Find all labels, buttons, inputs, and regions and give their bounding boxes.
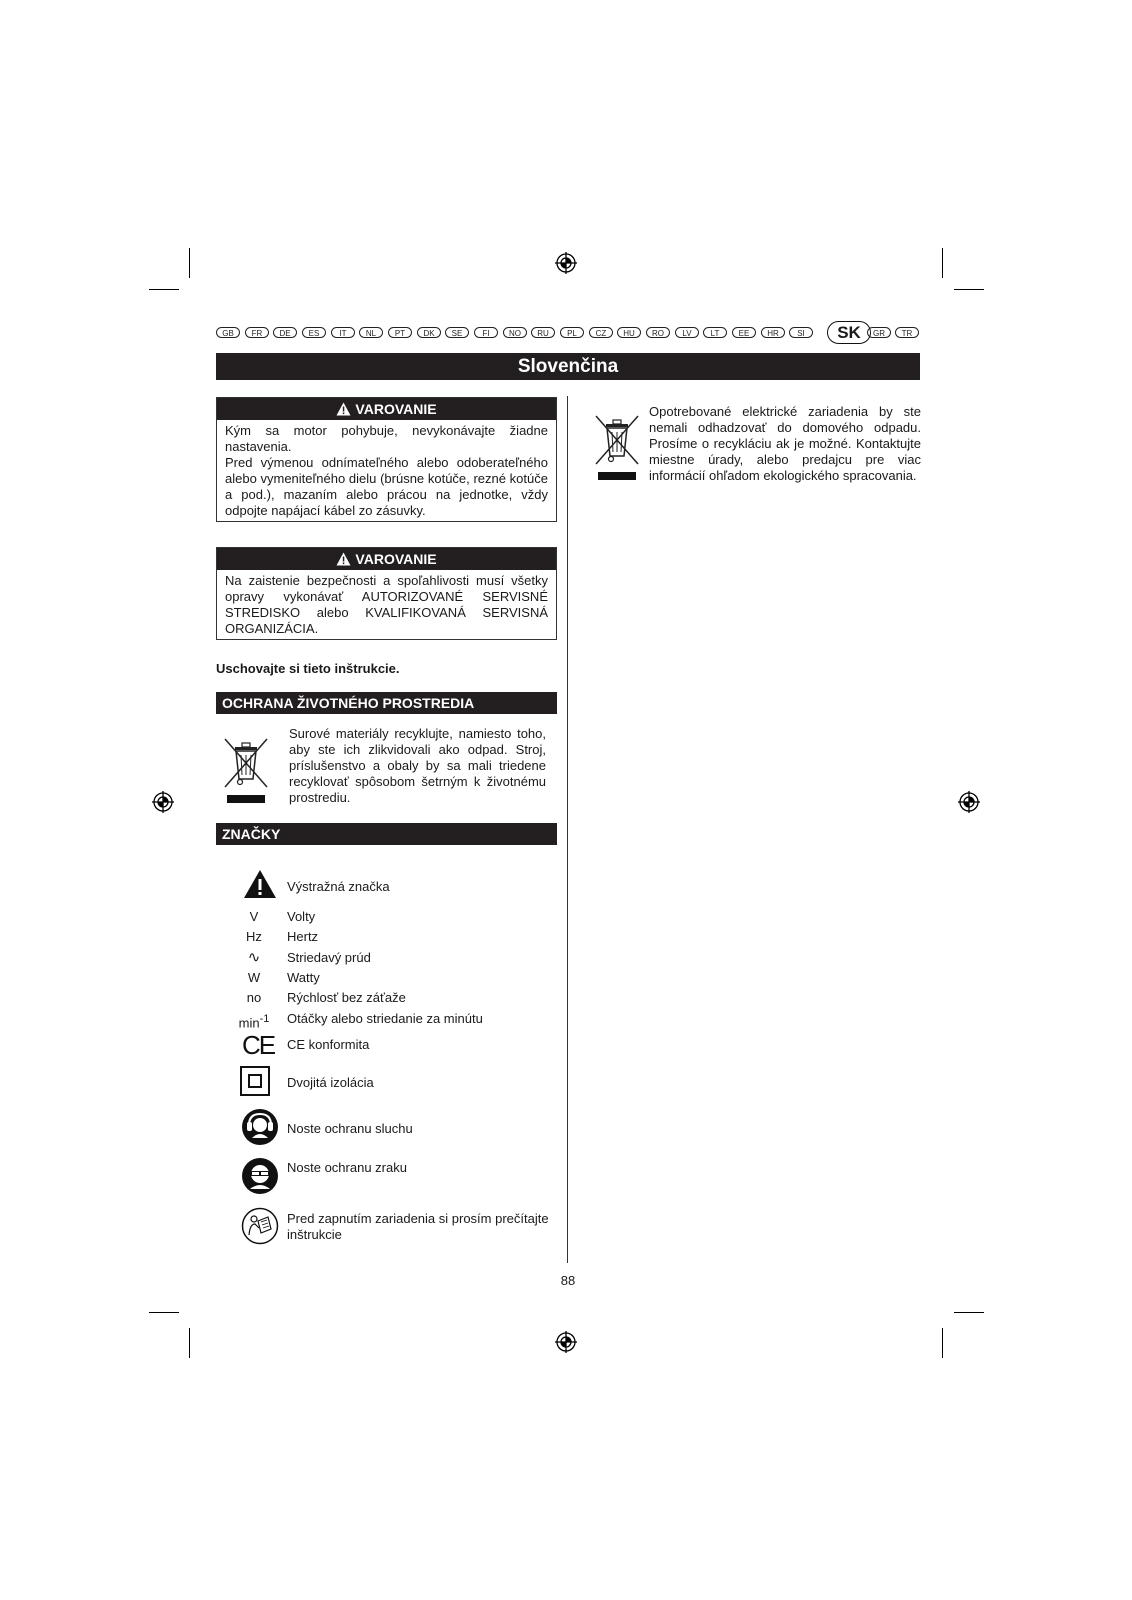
crop-mark: [954, 289, 984, 290]
symbol-label-hearing: Noste ochranu sluchu: [287, 1121, 413, 1136]
lang-tab-dk[interactable]: DK: [417, 327, 441, 338]
symbol-label-warning: Výstražná značka: [287, 879, 390, 894]
lang-tab-fi[interactable]: FI: [474, 327, 498, 338]
lang-tab-pt[interactable]: PT: [388, 327, 412, 338]
lang-tab-hu[interactable]: HU: [617, 327, 641, 338]
crossed-bin-icon: [222, 737, 270, 805]
registration-mark-icon: [555, 1331, 577, 1353]
symbol-label-no-load: Rýchlosť bez záťaže: [287, 990, 406, 1005]
warning-header: [217, 548, 556, 570]
lang-tab-cz[interactable]: CZ: [589, 327, 613, 338]
crop-mark: [149, 1312, 179, 1313]
symbol-label-read-manual: Pred zapnutím zariadenia si prosím prečítajte inštrukcie: [287, 1211, 549, 1242]
symbol-rpm-exponent: -1: [259, 1013, 270, 1025]
warning-box-adjustments: [216, 397, 557, 522]
crop-mark: [942, 248, 943, 278]
symbol-label-volt: Volty: [287, 909, 316, 924]
registration-mark-icon: [555, 252, 577, 274]
eye-protection-icon: [241, 1157, 279, 1195]
warning-triangle-icon: [336, 552, 351, 566]
registration-mark-icon: [152, 791, 174, 813]
warning-box-service: [216, 547, 557, 640]
lang-tab-hr[interactable]: HR: [761, 327, 785, 338]
crossed-bin-icon: [593, 414, 641, 482]
environment-heading: OCHRANA ŽIVOTNÉHO PROSTREDIA: [216, 692, 557, 714]
lang-tab-se[interactable]: SE: [445, 327, 469, 338]
lang-tab-es[interactable]: ES: [302, 327, 326, 338]
crop-mark: [149, 289, 179, 290]
page-title: Slovenčina: [216, 353, 920, 380]
warning-heading-text: VAROVANIE: [355, 401, 437, 417]
lang-tab-ru[interactable]: RU: [531, 327, 555, 338]
lang-tab-lv[interactable]: LV: [675, 327, 699, 338]
lang-tab-tr[interactable]: TR: [895, 327, 919, 338]
lang-tab-de[interactable]: DE: [273, 327, 297, 338]
lang-tab-no[interactable]: NO: [503, 327, 527, 338]
language-tabs: [216, 321, 920, 345]
warning-sign-icon: [243, 869, 277, 899]
registration-mark-icon: [958, 791, 980, 813]
lang-tab-lt[interactable]: LT: [703, 327, 727, 338]
symbol-label-ce: CE konformita: [287, 1037, 370, 1052]
symbol-label-ac: Striedavý prúd: [287, 950, 371, 965]
keep-instructions-note: Uschovajte si tieto inštrukcie.: [216, 661, 400, 676]
read-manual-icon: [241, 1207, 279, 1245]
symbol-label-double-insulation: Dvojitá izolácia: [287, 1075, 374, 1090]
weee-text: Opotrebované elektrické zariadenia by ste nemali odhadzovať do domového odpadu. Prosíme o recykláciu ak je možné. Kontaktujte miestne úrady, alebo predajcu pre viac informácií ohľadom ekologického spracovania.: [649, 404, 921, 483]
page-number: 88: [560, 1273, 576, 1288]
lang-tab-sk-active[interactable]: SK: [827, 321, 871, 344]
warning-header: [217, 398, 556, 420]
symbol-label-rpm: Otáčky alebo striedanie za minútu: [287, 1011, 483, 1026]
warning-text: Pred výmenou odnímateľného alebo odoberateľného alebo vymeniteľného dielu (brúsne kotúče, rezné kotúče a pod.), mazaním alebo prácou na jednotke, vždy odpojte napájací kábel zo zásuvky.: [225, 455, 548, 518]
symbol-label-eye: Noste ochranu zraku: [287, 1160, 407, 1175]
lang-tab-gb[interactable]: GB: [216, 327, 240, 338]
warning-triangle-icon: [336, 402, 351, 416]
ce-mark-icon: CE: [242, 1030, 275, 1060]
lang-tab-fr[interactable]: FR: [245, 327, 269, 338]
hearing-protection-icon: [241, 1108, 279, 1146]
lang-tab-gr[interactable]: GR: [867, 327, 891, 338]
symbol-volt: V: [249, 909, 259, 924]
symbol-label-hertz: Hertz: [287, 929, 319, 944]
symbol-hertz: Hz: [246, 929, 262, 944]
warning-heading-text: VAROVANIE: [355, 551, 437, 567]
symbol-watt: W: [247, 970, 261, 985]
lang-tab-it[interactable]: IT: [331, 327, 355, 338]
crop-mark: [954, 1312, 984, 1313]
warning-text: Na zaistenie bezpečnosti a spoľahlivosti musí všetky opravy vykonávať AUTORIZOVANÉ SERVISNÉ STREDISKO alebo KVALIFIKOVANÁ SERVISNÁ ORGANIZÁCIA.: [225, 573, 548, 636]
crop-mark: [189, 1328, 190, 1358]
lang-tab-nl[interactable]: NL: [359, 327, 383, 338]
lang-tab-ro[interactable]: RO: [646, 327, 670, 338]
double-insulation-icon: [240, 1066, 270, 1096]
symbol-no-load: no: [246, 990, 262, 1005]
lang-tab-ee[interactable]: EE: [732, 327, 756, 338]
symbol-ac: ∿: [247, 949, 261, 966]
symbol-rpm: [229, 1011, 279, 1031]
environment-text: Surové materiály recyklujte, namiesto toho, aby ste ich zlikvidovali ako odpad. Stroj, príslušenstvo a obaly by sa mali triedene recyklovať spôsobom šetrným k životnému prostrediu.: [289, 726, 546, 805]
lang-tab-pl[interactable]: PL: [560, 327, 584, 338]
symbols-heading: ZNAČKY: [216, 823, 557, 845]
symbol-label-watt: Watty: [287, 970, 320, 985]
symbol-rpm-unit: min: [238, 1015, 260, 1031]
crop-mark: [942, 1328, 943, 1358]
warning-text: Kým sa motor pohybuje, nevykonávajte žiadne nastavenia.: [225, 423, 548, 454]
column-divider: [567, 396, 568, 1263]
crop-mark: [189, 248, 190, 278]
lang-tab-si[interactable]: SI: [789, 327, 813, 338]
